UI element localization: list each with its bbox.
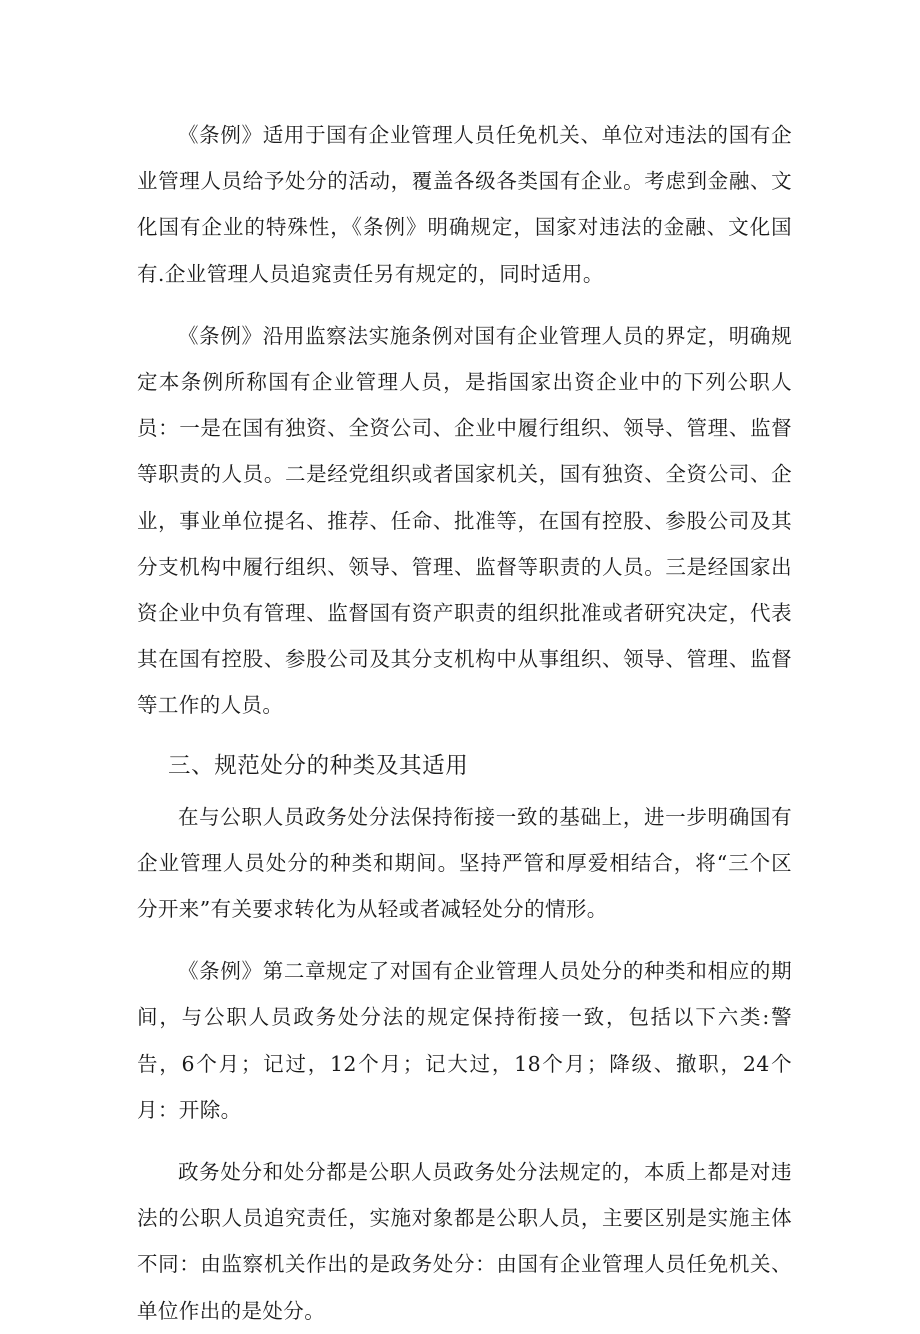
paragraph-scope: 《条例》适用于国有企业管理人员任免机关、单位对违法的国有企业管理人员给予处分的活动，覆盖各级各类国有企业。考虑到金融、文化国有企业的特殊性，《条例》明确规定，国家对违法的金融、文化国有.企业管理人员追窕责任另有规定的，同时适用。: [137, 123, 792, 286]
paragraph-definition: 《条例》沿用监察法实施条例对国有企业管理人员的界定，明确规定本条例所称国有企业管理人员，是指国家出资企业中的下列公职人员：一是在国有独资、全资公司、企业中履行组织、领导、管理、监督等职责的人员。二是经党组织或者国家机关，国有独资、全资公司、企业，事业单位提名、推荐、任命、批准等，在国有控股、参股公司及其分支机构中履行组织、领导、管理、监督等职责的人员。三是经国家出资企业中负有管理、监督国有资产职责的组织批准或者研究决定，代表其在国有控股、参股公司及其分支机构中从事组织、领导、管理、监督等工作的人员。: [137, 323, 792, 718]
section-heading: 三、规范处分的种类及其适用: [168, 752, 469, 779]
paragraph-principles: 在与公职人员政务处分法保持衔接一致的基础上，进一步明确国有企业管理人员处分的种类和期间。坚持严管和厚爱相结合，将“三个区分开来”有关要求转化为从轻或者减轻处分的情形。: [137, 804, 792, 922]
paragraph-penalty-types: 《条例》第二章规定了对国有企业管理人员处分的种类和相应的期间，与公职人员政务处分法的规定保持衔接一致，包括以下六类:警告，6个月；记过，12个月；记大过，18个月；降级、撤职，24个月：开除。: [137, 959, 792, 1122]
paragraph-distinction: 政务处分和处分都是公职人员政务处分法规定的，本质上都是对违法的公职人员追究责任，实施对象都是公职人员，主要区别是实施主体不同：由监察机关作出的是政务处分：由国有企业管理人员任免机关、单位作出的是处分。: [137, 1160, 792, 1323]
